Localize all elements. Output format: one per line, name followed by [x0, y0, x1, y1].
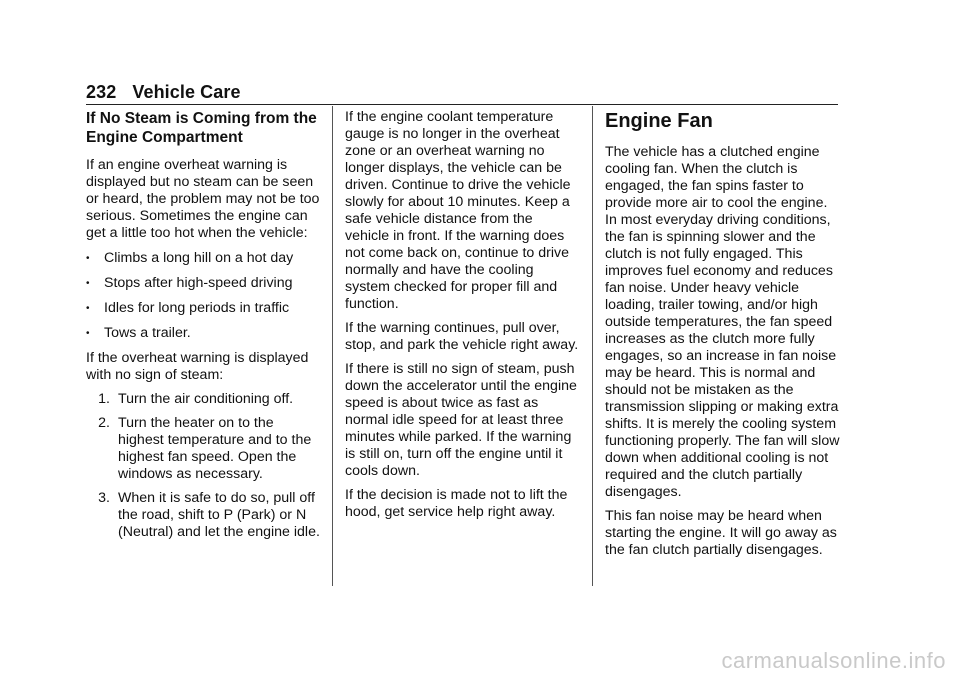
bullet-text: Climbs a long hill on a hot day [104, 250, 294, 266]
step-item [86, 415, 321, 483]
lead-paragraph: If the overheat warning is displayed with no sign of steam: [86, 350, 309, 383]
column-middle [345, 109, 580, 528]
step-number: 3. [98, 490, 110, 506]
bullet-mark: • [86, 253, 90, 264]
step-item [86, 391, 321, 408]
bullet-item [86, 300, 321, 317]
step-item [86, 490, 321, 541]
body-paragraph: If the warning continues, pull over, stop, and park the vehicle right away. [345, 320, 579, 353]
step-number: 2. [98, 415, 110, 431]
bullet-text: Stops after high-speed driving [104, 275, 293, 291]
bullet-mark: • [86, 303, 90, 314]
bullet-mark: • [86, 278, 90, 289]
section-heading: If No Steam is Coming from the Engine Compartment [86, 110, 317, 146]
column-divider-right [592, 106, 593, 586]
column-divider-left [332, 106, 333, 586]
intro-paragraph: If an engine overheat warning is displayed but no steam can be seen or heard, the problem may not be too serious. Sometimes the engine can get a little too hot when the vehicle: [86, 157, 320, 241]
bullet-mark: • [86, 328, 90, 339]
body-paragraph: This fan noise may be heard when starting the engine. It will go away as the fan clutch partially disengages. [605, 508, 837, 558]
step-text: Turn the heater on to the highest temperature and to the highest fan speed. Open the windows as necessary. [118, 415, 312, 482]
watermark: carmanualsonline.info [721, 648, 946, 673]
body-paragraph: The vehicle has a clutched engine cooling fan. When the clutch is engaged, the fan spins faster to provide more air to cool the engine. In most everyday driving conditions, the fan is spinning slower and the clutch is not fully engaged. This improves fuel economy and reduces fan noise. Under heavy vehicle loading, trailer towing, and/or high outside temperatures, the fan speed increases as the clutch more fully engages, so an increase in fan noise may be heard. This is normal and should not be mistaken as the transmission slipping or making extra shifts. It is merely the cooling system functioning properly. The fan will slow down when additional cooling is not required and the clutch partially disengages. [605, 144, 840, 500]
bullet-text: Tows a trailer. [104, 325, 191, 341]
header-rule [86, 104, 838, 105]
body-paragraph: If the decision is made not to lift the hood, get service help right away. [345, 487, 568, 520]
bullet-text: Idles for long periods in traffic [104, 300, 290, 316]
column-right [605, 109, 840, 566]
section-heading-engine-fan: Engine Fan [605, 110, 713, 132]
bullet-item [86, 275, 321, 292]
body-paragraph: If the engine coolant temperature gauge is no longer in the overheat zone or an overheat warning no longer displays, the vehicle can be driven. Continue to drive the vehicle slowly for about 10 minutes. Keep a safe vehicle distance from the vehicle in front. If the warning does not come back on, continue to drive normally and have the cooling system checked for proper fill and function. [345, 109, 571, 312]
bullet-item [86, 250, 321, 267]
column-left [86, 109, 321, 548]
step-text: Turn the air conditioning off. [118, 391, 294, 407]
step-text: When it is safe to do so, pull off the road, shift to P (Park) or N (Neutral) and let the engine idle. [118, 490, 320, 540]
section-title: Vehicle Care [132, 82, 241, 102]
step-number: 1. [98, 391, 110, 407]
bullet-item [86, 325, 321, 342]
page-header [86, 82, 241, 103]
page-number: 232 [86, 82, 117, 102]
body-paragraph: If there is still no sign of steam, push down the accelerator until the engine speed is about twice as fast as normal idle speed for at least three minutes while parked. If the warning is still on, turn off the engine until it cools down. [345, 361, 577, 479]
